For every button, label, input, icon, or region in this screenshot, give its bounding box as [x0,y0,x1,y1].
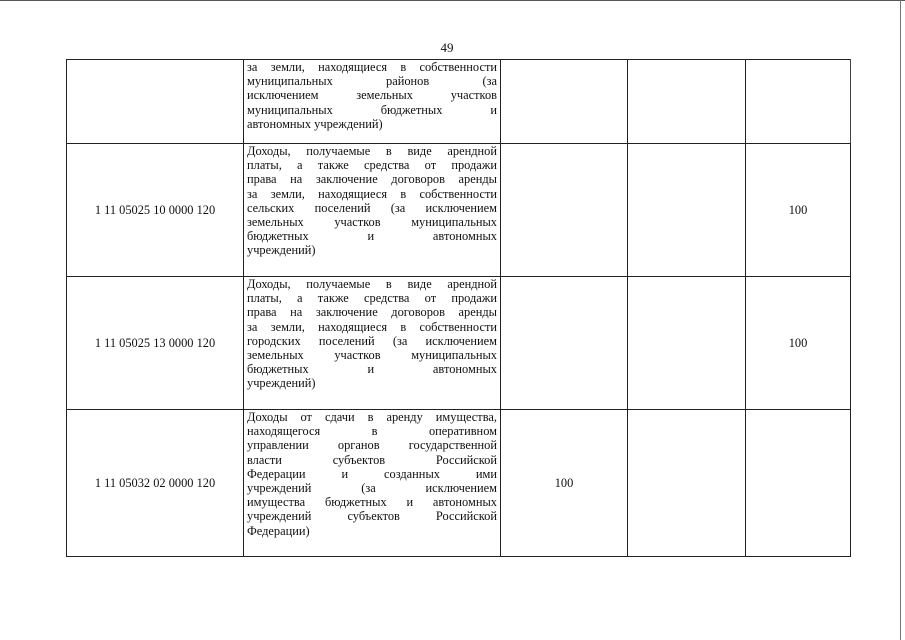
table-row [67,60,851,144]
description-line: автономных учреждений) [247,116,383,131]
description-line: муниципальных районов (за [247,74,497,89]
description-line: платы, а также средства от продажи [247,158,497,173]
description-line: учреждений (за исключением [247,481,497,496]
description-line: за земли, находящиеся в собственности [247,319,497,334]
norm-percent-cell-3: 100 [746,144,851,277]
norm-percent-cell-1 [501,144,628,277]
norm-percent-cell-2 [628,144,746,277]
norm-percent-cell-3 [746,410,851,557]
scan-edge-top [0,0,905,1]
scan-edge-right [900,0,901,640]
description-line: муниципальных бюджетных и [247,102,497,117]
description-line: земельных участков муниципальных [247,215,497,230]
description-line: имущества бюджетных и автономных [247,495,497,510]
description-line: власти субъектов Российской [247,452,497,467]
table-body [67,60,851,557]
norm-percent-cell-1 [501,60,628,144]
norm-percent-cell-1: 100 [501,410,628,557]
revenue-description-cell [244,410,501,557]
table-row [67,144,851,277]
description-line: земельных участков муниципальных [247,348,497,363]
description-line: бюджетных и автономных [247,362,497,377]
description-line: учреждений) [247,243,316,258]
budget-revenue-table [66,59,851,557]
description-line: городских поселений (за исключением [247,333,497,348]
description-line: учреждений субъектов Российской [247,509,497,524]
revenue-code-cell [67,60,244,144]
norm-percent-cell-1 [501,277,628,410]
description-line: платы, а также средства от продажи [247,291,497,306]
description-line: исключением земельных участков [247,88,497,103]
table-row [67,277,851,410]
revenue-description-cell [244,277,501,410]
norm-percent-cell-2 [628,277,746,410]
norm-percent-cell-3 [746,60,851,144]
revenue-code-cell: 1 11 05025 13 0000 120 [67,277,244,410]
description-line: управлении органов государственной [247,438,497,453]
revenue-description-cell [244,60,501,144]
revenue-description-cell [244,144,501,277]
description-line: Федерации) [247,523,310,538]
table-row [67,410,851,557]
description-line: права на заключение договоров аренды [247,305,497,320]
revenue-code-cell: 1 11 05025 10 0000 120 [67,144,244,277]
description-line: Доходы, получаемые в виде арендной [247,277,497,291]
description-line: Федерации и созданных ими [247,466,497,481]
description-line: Доходы от сдачи в аренду имущества, [247,410,497,424]
description-line: находящегося в оперативном [247,424,497,439]
description-line: за земли, находящиеся в собственности [247,186,497,201]
norm-percent-cell-3: 100 [746,277,851,410]
description-line: права на заключение договоров аренды [247,172,497,187]
revenue-code-cell: 1 11 05032 02 0000 120 [67,410,244,557]
page-number: 49 [440,40,454,55]
description-line: Доходы, получаемые в виде арендной [247,144,497,158]
description-line: сельских поселений (за исключением [247,200,497,215]
norm-percent-cell-2 [628,410,746,557]
norm-percent-cell-2 [628,60,746,144]
description-line: учреждений) [247,376,316,391]
description-line: бюджетных и автономных [247,229,497,244]
description-line: за земли, находящиеся в собственности [247,60,497,74]
